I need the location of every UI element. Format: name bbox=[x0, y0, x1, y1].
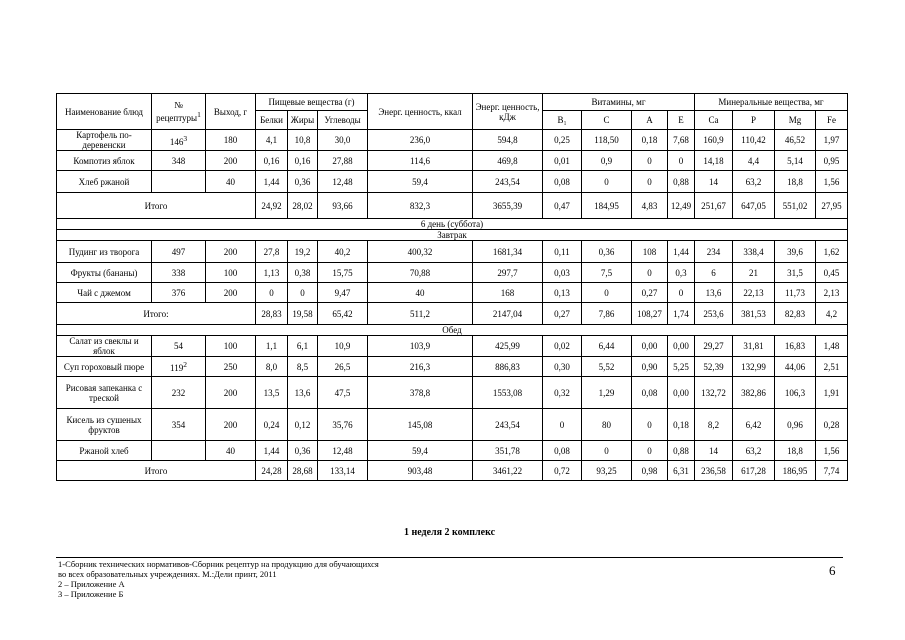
dish-name: Компотиз яблок bbox=[57, 151, 152, 171]
yield-value: 100 bbox=[206, 336, 256, 357]
value-kcal: 216,3 bbox=[368, 357, 473, 377]
total-fat: 28,02 bbox=[288, 193, 318, 219]
footnotes bbox=[58, 559, 379, 599]
total-fe: 27,95 bbox=[816, 193, 848, 219]
header-nutrients: Пищевые вещества (г) bbox=[256, 94, 368, 111]
table-row bbox=[57, 336, 848, 357]
value-e: 1,44 bbox=[668, 241, 695, 263]
header-recipe: № рецептуры$^1$ bbox=[152, 94, 206, 130]
value-kj: 1681,34 bbox=[473, 241, 543, 263]
value-kj: 594,8 bbox=[473, 130, 543, 151]
value-ca: 14,18 bbox=[695, 151, 733, 171]
section-header-row bbox=[57, 230, 848, 241]
value-c: 7,5 bbox=[582, 263, 632, 283]
value-kcal: 400,32 bbox=[368, 241, 473, 263]
total-p: 381,53 bbox=[733, 303, 775, 325]
value-p: 338,4 bbox=[733, 241, 775, 263]
value-kcal: 40 bbox=[368, 283, 473, 303]
section-title: 1 неделя 2 комплекс bbox=[403, 527, 496, 538]
value-carbs: 9,47 bbox=[318, 283, 368, 303]
value-ca: 52,39 bbox=[695, 357, 733, 377]
table-row bbox=[57, 409, 848, 441]
value-e: 5,25 bbox=[668, 357, 695, 377]
table-row bbox=[57, 283, 848, 303]
value-kcal: 70,88 bbox=[368, 263, 473, 283]
value-ca: 132,72 bbox=[695, 377, 733, 409]
value-fe: 0,28 bbox=[816, 409, 848, 441]
total-p: 647,05 bbox=[733, 193, 775, 219]
total-b1: 0,72 bbox=[543, 461, 582, 481]
value-c: 118,50 bbox=[582, 130, 632, 151]
value-kcal: 145,08 bbox=[368, 409, 473, 441]
value-e: 0,18 bbox=[668, 409, 695, 441]
value-protein: 13,5 bbox=[256, 377, 288, 409]
dish-name: Фрукты (бананы) bbox=[57, 263, 152, 283]
value-e: 0,00 bbox=[668, 377, 695, 409]
value-protein: 4,1 bbox=[256, 130, 288, 151]
value-ca: 234 bbox=[695, 241, 733, 263]
value-kj: 469,8 bbox=[473, 151, 543, 171]
total-carbs: 93,66 bbox=[318, 193, 368, 219]
value-a: 0 bbox=[632, 441, 668, 461]
value-fe: 1,56 bbox=[816, 171, 848, 193]
value-c: 0,36 bbox=[582, 241, 632, 263]
total-ca: 253,6 bbox=[695, 303, 733, 325]
total-carbs: 65,42 bbox=[318, 303, 368, 325]
value-kj: 243,54 bbox=[473, 409, 543, 441]
value-protein: 1,44 bbox=[256, 441, 288, 461]
yield-value: 180 bbox=[206, 130, 256, 151]
total-a: 4,83 bbox=[632, 193, 668, 219]
value-kj: 425,99 bbox=[473, 336, 543, 357]
header-protein: Белки bbox=[256, 111, 288, 130]
header-mg: Mg bbox=[775, 111, 816, 130]
value-c: 0 bbox=[582, 441, 632, 461]
value-e: 0,88 bbox=[668, 171, 695, 193]
dish-name: Чай с джемом bbox=[57, 283, 152, 303]
total-a: 0,98 bbox=[632, 461, 668, 481]
value-fat: 8,5 bbox=[288, 357, 318, 377]
value-kcal: 59,4 bbox=[368, 441, 473, 461]
value-carbs: 26,5 bbox=[318, 357, 368, 377]
value-a: 0,08 bbox=[632, 377, 668, 409]
value-c: 0 bbox=[582, 171, 632, 193]
table-row bbox=[57, 263, 848, 283]
value-ca: 160,9 bbox=[695, 130, 733, 151]
value-a: 0,18 bbox=[632, 130, 668, 151]
total-row bbox=[57, 303, 848, 325]
total-kj: 2147,04 bbox=[473, 303, 543, 325]
value-carbs: 30,0 bbox=[318, 130, 368, 151]
total-c: 184,95 bbox=[582, 193, 632, 219]
total-carbs: 133,14 bbox=[318, 461, 368, 481]
total-kcal: 903,48 bbox=[368, 461, 473, 481]
value-b1: 0,08 bbox=[543, 171, 582, 193]
value-a: 0,90 bbox=[632, 357, 668, 377]
total-protein: 28,83 bbox=[256, 303, 288, 325]
value-a: 0 bbox=[632, 151, 668, 171]
table-body bbox=[57, 130, 848, 481]
value-fat: 0,36 bbox=[288, 171, 318, 193]
value-kcal: 378,8 bbox=[368, 377, 473, 409]
value-e: 0,3 bbox=[668, 263, 695, 283]
value-p: 22,13 bbox=[733, 283, 775, 303]
value-mg: 11,73 bbox=[775, 283, 816, 303]
value-fat: 0,12 bbox=[288, 409, 318, 441]
value-fat: 6,1 bbox=[288, 336, 318, 357]
value-a: 0 bbox=[632, 171, 668, 193]
total-mg: 186,95 bbox=[775, 461, 816, 481]
value-e: 0 bbox=[668, 151, 695, 171]
recipe-number: 497 bbox=[152, 241, 206, 263]
value-mg: 16,83 bbox=[775, 336, 816, 357]
value-protein: 0 bbox=[256, 283, 288, 303]
total-fat: 28,68 bbox=[288, 461, 318, 481]
value-mg: 5,14 bbox=[775, 151, 816, 171]
section-header: Завтрак bbox=[57, 230, 848, 241]
header-energy-kj: Энерг. ценность, кДж bbox=[473, 94, 543, 130]
value-fat: 19,2 bbox=[288, 241, 318, 263]
value-protein: 27,8 bbox=[256, 241, 288, 263]
value-fe: 1,56 bbox=[816, 441, 848, 461]
recipe-number: 376 bbox=[152, 283, 206, 303]
total-kj: 3655,39 bbox=[473, 193, 543, 219]
recipe-number: 232 bbox=[152, 377, 206, 409]
value-b1: 0,08 bbox=[543, 441, 582, 461]
header-name: Наименование блюд bbox=[57, 94, 152, 130]
total-c: 7,86 bbox=[582, 303, 632, 325]
value-ca: 8,2 bbox=[695, 409, 733, 441]
yield-value: 100 bbox=[206, 263, 256, 283]
total-kcal: 511,2 bbox=[368, 303, 473, 325]
section-header: 6 день (суббота) bbox=[57, 219, 848, 230]
total-a: 108,27 bbox=[632, 303, 668, 325]
value-c: 6,44 bbox=[582, 336, 632, 357]
total-e: 6,31 bbox=[668, 461, 695, 481]
total-fe: 7,74 bbox=[816, 461, 848, 481]
value-fat: 10,8 bbox=[288, 130, 318, 151]
value-fe: 0,45 bbox=[816, 263, 848, 283]
dish-name: Ржаной хлеб bbox=[57, 441, 152, 461]
value-b1: 0,25 bbox=[543, 130, 582, 151]
value-e: 0,00 bbox=[668, 336, 695, 357]
total-protein: 24,28 bbox=[256, 461, 288, 481]
dish-name: Хлеб ржаной bbox=[57, 171, 152, 193]
header-energy-kcal: Энерг. ценность, ккал bbox=[368, 94, 473, 130]
section-header-row bbox=[57, 219, 848, 230]
value-protein: 1,13 bbox=[256, 263, 288, 283]
total-b1: 0,27 bbox=[543, 303, 582, 325]
value-fe: 1,91 bbox=[816, 377, 848, 409]
value-b1: 0,03 bbox=[543, 263, 582, 283]
recipe-number: $146^3$ bbox=[152, 130, 206, 151]
value-e: 0 bbox=[668, 283, 695, 303]
value-protein: 8,0 bbox=[256, 357, 288, 377]
total-kj: 3461,22 bbox=[473, 461, 543, 481]
value-c: 80 bbox=[582, 409, 632, 441]
value-ca: 6 bbox=[695, 263, 733, 283]
total-e: 1,74 bbox=[668, 303, 695, 325]
total-e: 12,49 bbox=[668, 193, 695, 219]
value-e: 7,68 bbox=[668, 130, 695, 151]
yield-value: 200 bbox=[206, 377, 256, 409]
value-protein: 1,44 bbox=[256, 171, 288, 193]
table-row bbox=[57, 151, 848, 171]
value-c: 1,29 bbox=[582, 377, 632, 409]
table-row bbox=[57, 377, 848, 409]
value-kj: 168 bbox=[473, 283, 543, 303]
value-kj: 1553,08 bbox=[473, 377, 543, 409]
yield-value: 40 bbox=[206, 441, 256, 461]
recipe-number: 54 bbox=[152, 336, 206, 357]
total-b1: 0,47 bbox=[543, 193, 582, 219]
value-a: 0 bbox=[632, 263, 668, 283]
value-mg: 0,96 bbox=[775, 409, 816, 441]
header-carbs: Углеводы bbox=[318, 111, 368, 130]
value-a: 0 bbox=[632, 409, 668, 441]
value-fat: 0,38 bbox=[288, 263, 318, 283]
value-b1: 0,01 bbox=[543, 151, 582, 171]
value-c: 5,52 bbox=[582, 357, 632, 377]
value-carbs: 35,76 bbox=[318, 409, 368, 441]
footnote-separator bbox=[56, 557, 843, 558]
value-ca: 13,6 bbox=[695, 283, 733, 303]
header-fe: Fe bbox=[816, 111, 848, 130]
header-minerals: Минеральные вещества, мг bbox=[695, 94, 848, 111]
section-header: Обед bbox=[57, 325, 848, 336]
table-row bbox=[57, 241, 848, 263]
value-mg: 31,5 bbox=[775, 263, 816, 283]
value-b1: 0,32 bbox=[543, 377, 582, 409]
recipe-number bbox=[152, 441, 206, 461]
value-p: 31,81 bbox=[733, 336, 775, 357]
value-fe: 2,51 bbox=[816, 357, 848, 377]
value-carbs: 12,48 bbox=[318, 171, 368, 193]
value-b1: 0,11 bbox=[543, 241, 582, 263]
value-carbs: 10,9 bbox=[318, 336, 368, 357]
nutrition-table bbox=[56, 93, 848, 481]
recipe-number: 354 bbox=[152, 409, 206, 441]
value-kj: 886,83 bbox=[473, 357, 543, 377]
table-row bbox=[57, 130, 848, 151]
value-carbs: 12,48 bbox=[318, 441, 368, 461]
value-b1: 0,02 bbox=[543, 336, 582, 357]
value-a: 0,00 bbox=[632, 336, 668, 357]
value-p: 21 bbox=[733, 263, 775, 283]
value-mg: 106,3 bbox=[775, 377, 816, 409]
header-vit-e: E bbox=[668, 111, 695, 130]
value-carbs: 47,5 bbox=[318, 377, 368, 409]
value-kj: 297,7 bbox=[473, 263, 543, 283]
recipe-number: $119^2$ bbox=[152, 357, 206, 377]
value-carbs: 15,75 bbox=[318, 263, 368, 283]
value-kj: 243,54 bbox=[473, 171, 543, 193]
header-vit-b1: B₁ bbox=[543, 111, 582, 130]
yield-value: 200 bbox=[206, 283, 256, 303]
total-fat: 19,58 bbox=[288, 303, 318, 325]
total-fe: 4,2 bbox=[816, 303, 848, 325]
value-carbs: 40,2 bbox=[318, 241, 368, 263]
dish-name: Салат из свеклы и яблок bbox=[57, 336, 152, 357]
header-vit-a: A bbox=[632, 111, 668, 130]
section-header-row bbox=[57, 325, 848, 336]
total-p: 617,28 bbox=[733, 461, 775, 481]
value-protein: 0,24 bbox=[256, 409, 288, 441]
value-ca: 14 bbox=[695, 171, 733, 193]
total-row bbox=[57, 193, 848, 219]
total-row bbox=[57, 461, 848, 481]
value-fat: 13,6 bbox=[288, 377, 318, 409]
value-mg: 46,52 bbox=[775, 130, 816, 151]
yield-value: 200 bbox=[206, 151, 256, 171]
total-kcal: 832,3 bbox=[368, 193, 473, 219]
value-e: 0,88 bbox=[668, 441, 695, 461]
dish-name: Пудинг из творога bbox=[57, 241, 152, 263]
value-mg: 39,6 bbox=[775, 241, 816, 263]
total-protein: 24,92 bbox=[256, 193, 288, 219]
value-a: 0,27 bbox=[632, 283, 668, 303]
header-vit-c: C bbox=[582, 111, 632, 130]
dish-name: Кисель из сушеных фруктов bbox=[57, 409, 152, 441]
page-number: 6 bbox=[829, 563, 836, 578]
value-fat: 0,36 bbox=[288, 441, 318, 461]
header-yield: Выход, г bbox=[206, 94, 256, 130]
total-label: Итого bbox=[57, 461, 256, 481]
recipe-number: 338 bbox=[152, 263, 206, 283]
header-fat: Жиры bbox=[288, 111, 318, 130]
value-protein: 0,16 bbox=[256, 151, 288, 171]
value-mg: 18,8 bbox=[775, 171, 816, 193]
total-label: Итого bbox=[57, 193, 256, 219]
dish-name: Картофель по-деревенски bbox=[57, 130, 152, 151]
yield-value: 40 bbox=[206, 171, 256, 193]
header-p: P bbox=[733, 111, 775, 130]
total-label: Итого: bbox=[57, 303, 256, 325]
recipe-number: 348 bbox=[152, 151, 206, 171]
value-p: 63,2 bbox=[733, 171, 775, 193]
table-row bbox=[57, 441, 848, 461]
value-p: 382,86 bbox=[733, 377, 775, 409]
header-ca: Ca bbox=[695, 111, 733, 130]
value-kcal: 114,6 bbox=[368, 151, 473, 171]
footnote: во всех образовательных учреждениях. М.:Дели принт, 2011 bbox=[58, 569, 277, 579]
yield-value: 200 bbox=[206, 241, 256, 263]
value-p: 63,2 bbox=[733, 441, 775, 461]
total-ca: 236,58 bbox=[695, 461, 733, 481]
value-kcal: 103,9 bbox=[368, 336, 473, 357]
dish-name: Суп гороховый пюре bbox=[57, 357, 152, 377]
value-fe: 2,13 bbox=[816, 283, 848, 303]
value-mg: 18,8 bbox=[775, 441, 816, 461]
total-mg: 82,83 bbox=[775, 303, 816, 325]
total-mg: 551,02 bbox=[775, 193, 816, 219]
value-carbs: 27,88 bbox=[318, 151, 368, 171]
value-kj: 351,78 bbox=[473, 441, 543, 461]
value-kcal: 59,4 bbox=[368, 171, 473, 193]
value-c: 0,9 bbox=[582, 151, 632, 171]
value-kcal: 236,0 bbox=[368, 130, 473, 151]
value-b1: 0,30 bbox=[543, 357, 582, 377]
value-fe: 1,62 bbox=[816, 241, 848, 263]
value-fe: 0,95 bbox=[816, 151, 848, 171]
value-protein: 1,1 bbox=[256, 336, 288, 357]
recipe-number bbox=[152, 171, 206, 193]
table-row bbox=[57, 171, 848, 193]
value-b1: 0,13 bbox=[543, 283, 582, 303]
value-mg: 44,06 bbox=[775, 357, 816, 377]
value-p: 110,42 bbox=[733, 130, 775, 151]
footnote: 3 – Приложение Б bbox=[58, 589, 124, 599]
total-c: 93,25 bbox=[582, 461, 632, 481]
table-row bbox=[57, 357, 848, 377]
value-fat: 0,16 bbox=[288, 151, 318, 171]
value-b1: 0 bbox=[543, 409, 582, 441]
value-fat: 0 bbox=[288, 283, 318, 303]
value-p: 6,42 bbox=[733, 409, 775, 441]
value-c: 0 bbox=[582, 283, 632, 303]
value-ca: 29,27 bbox=[695, 336, 733, 357]
yield-value: 250 bbox=[206, 357, 256, 377]
dish-name: Рисовая запеканка с треской bbox=[57, 377, 152, 409]
value-p: 4,4 bbox=[733, 151, 775, 171]
yield-value: 200 bbox=[206, 409, 256, 441]
value-fe: 1,97 bbox=[816, 130, 848, 151]
value-p: 132,99 bbox=[733, 357, 775, 377]
header-vitamins: Витамины, мг bbox=[543, 94, 695, 111]
value-a: 108 bbox=[632, 241, 668, 263]
footnote: 2 – Приложение А bbox=[58, 579, 125, 589]
footnote: 1-Сборник технических нормативов-Сборник рецептур на продукцию для обучающихся bbox=[58, 559, 379, 569]
total-ca: 251,67 bbox=[695, 193, 733, 219]
value-fe: 1,48 bbox=[816, 336, 848, 357]
value-ca: 14 bbox=[695, 441, 733, 461]
